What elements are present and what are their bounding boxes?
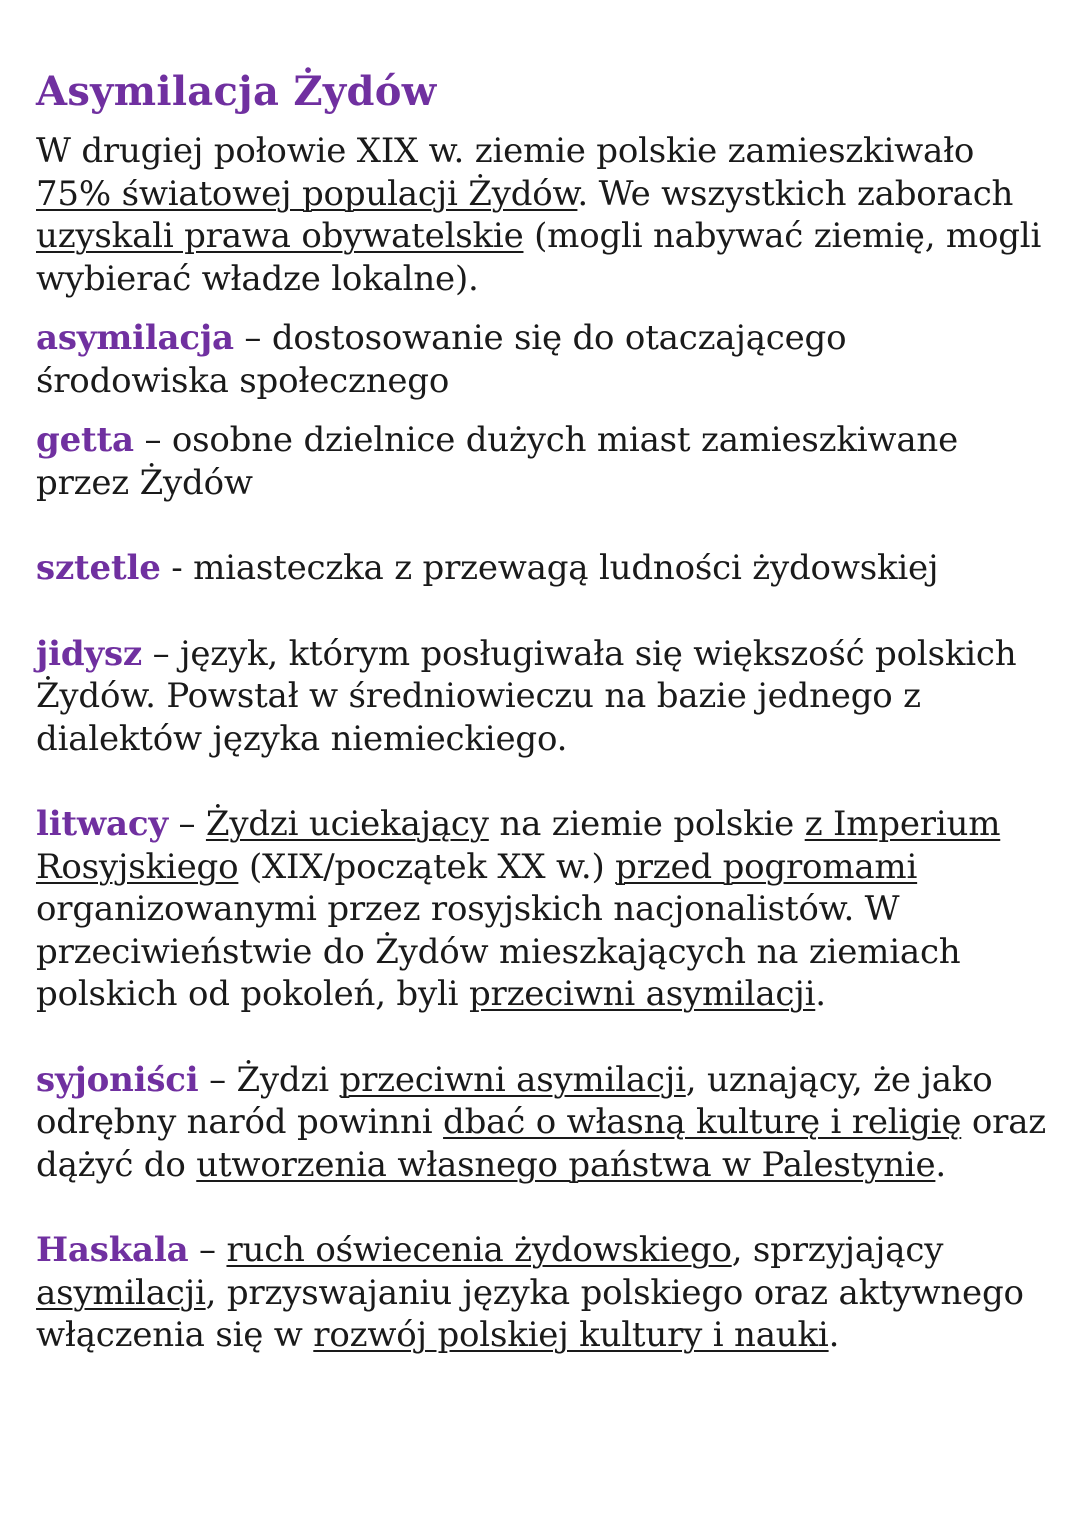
definition-syjonisci xyxy=(36,1059,1046,1187)
page-title: Asymilacja Żydów xyxy=(36,68,437,115)
underlined-phrase: Żydzi uciekający xyxy=(205,804,489,844)
definition-text: . xyxy=(935,1144,946,1185)
definition-text: – Żydzi xyxy=(198,1059,340,1100)
underlined-phrase: przeciwni asymilacji xyxy=(339,1059,686,1100)
definition-text: – xyxy=(188,1230,227,1270)
definition-litwacy xyxy=(36,803,1046,1016)
definition-text: oraz dążyć do xyxy=(36,1102,1046,1185)
term-jidysz: jidysz xyxy=(36,633,142,674)
intro-underline-rights: uzyskali prawa obywatelskie xyxy=(36,216,524,256)
definition-text: - miasteczka z przewagą ludności żydowskiej xyxy=(160,548,939,588)
underlined-phrase: asymilacji xyxy=(36,1272,206,1313)
term-asymilacja: asymilacja xyxy=(36,318,234,358)
definition-text: . xyxy=(815,974,826,1014)
underlined-phrase: dbać o własną kulturę i religię xyxy=(443,1102,962,1142)
underlined-phrase: ruch oświecenia żydowskiego xyxy=(226,1230,732,1270)
definition-text: organizowanymi przez rosyjskich nacjonalistów. W przeciwieństwie do Żydów mieszkających na ziemiach polskich od pokoleń, byli xyxy=(36,889,961,1014)
definition-getta xyxy=(36,419,1046,504)
intro-text: (mogli nabywać ziemię, mogli wybierać władze lokalne). xyxy=(36,216,1042,299)
definition-text: – język, którym posługiwała się większość polskich Żydów. Powstał w średniowieczu na bazie jednego z dialektów języka niemieckiego. xyxy=(36,633,1017,759)
definition-asymilacja xyxy=(36,317,1046,402)
definition-text: , uznający, że jako odrębny naród powinni xyxy=(36,1059,993,1142)
intro-paragraph xyxy=(36,130,1046,300)
underlined-phrase: przed pogromami xyxy=(615,846,918,887)
intro-text: . We wszystkich zaborach xyxy=(577,173,1014,214)
definition-jidysz xyxy=(36,633,1046,761)
definition-text: – dostosowanie się do otaczającego środowiska społecznego xyxy=(36,318,847,401)
underlined-phrase: przeciwni asymilacji xyxy=(468,974,816,1014)
term-getta: getta xyxy=(36,420,134,460)
definition-text: . xyxy=(828,1315,840,1355)
underlined-phrase: z Imperium Rosyjskiego xyxy=(36,804,1001,887)
definition-text: na ziemie polskie xyxy=(488,804,805,844)
definition-haskala xyxy=(36,1229,1046,1357)
definition-text: – osobne dzielnice dużych miast zamieszkiwane przez Żydów xyxy=(36,420,959,503)
term-litwacy: litwacy xyxy=(36,804,168,844)
term-haskala: Haskala xyxy=(36,1230,189,1270)
definition-sztetle xyxy=(36,547,1046,590)
underlined-phrase: rozwój polskiej kultury i nauki xyxy=(313,1315,829,1355)
definition-text: – xyxy=(167,804,206,844)
intro-text: W drugiej połowie XIX w. ziemie polskie zamieszkiwało xyxy=(36,131,975,171)
intro-underline-population: 75% światowej populacji Żydów xyxy=(36,173,578,214)
document-page xyxy=(36,68,1046,1357)
definition-text: , przyswajaniu języka polskiego oraz aktywnego włączenia się w xyxy=(36,1272,1024,1355)
term-syjonisci: syjoniści xyxy=(36,1059,199,1100)
term-sztetle: sztetle xyxy=(36,548,161,588)
definition-text: (XIX/początek XX w.) xyxy=(238,846,616,887)
definition-text: , sprzyjający xyxy=(731,1230,944,1270)
underlined-phrase: utworzenia własnego państwa w Palestynie xyxy=(196,1144,936,1185)
